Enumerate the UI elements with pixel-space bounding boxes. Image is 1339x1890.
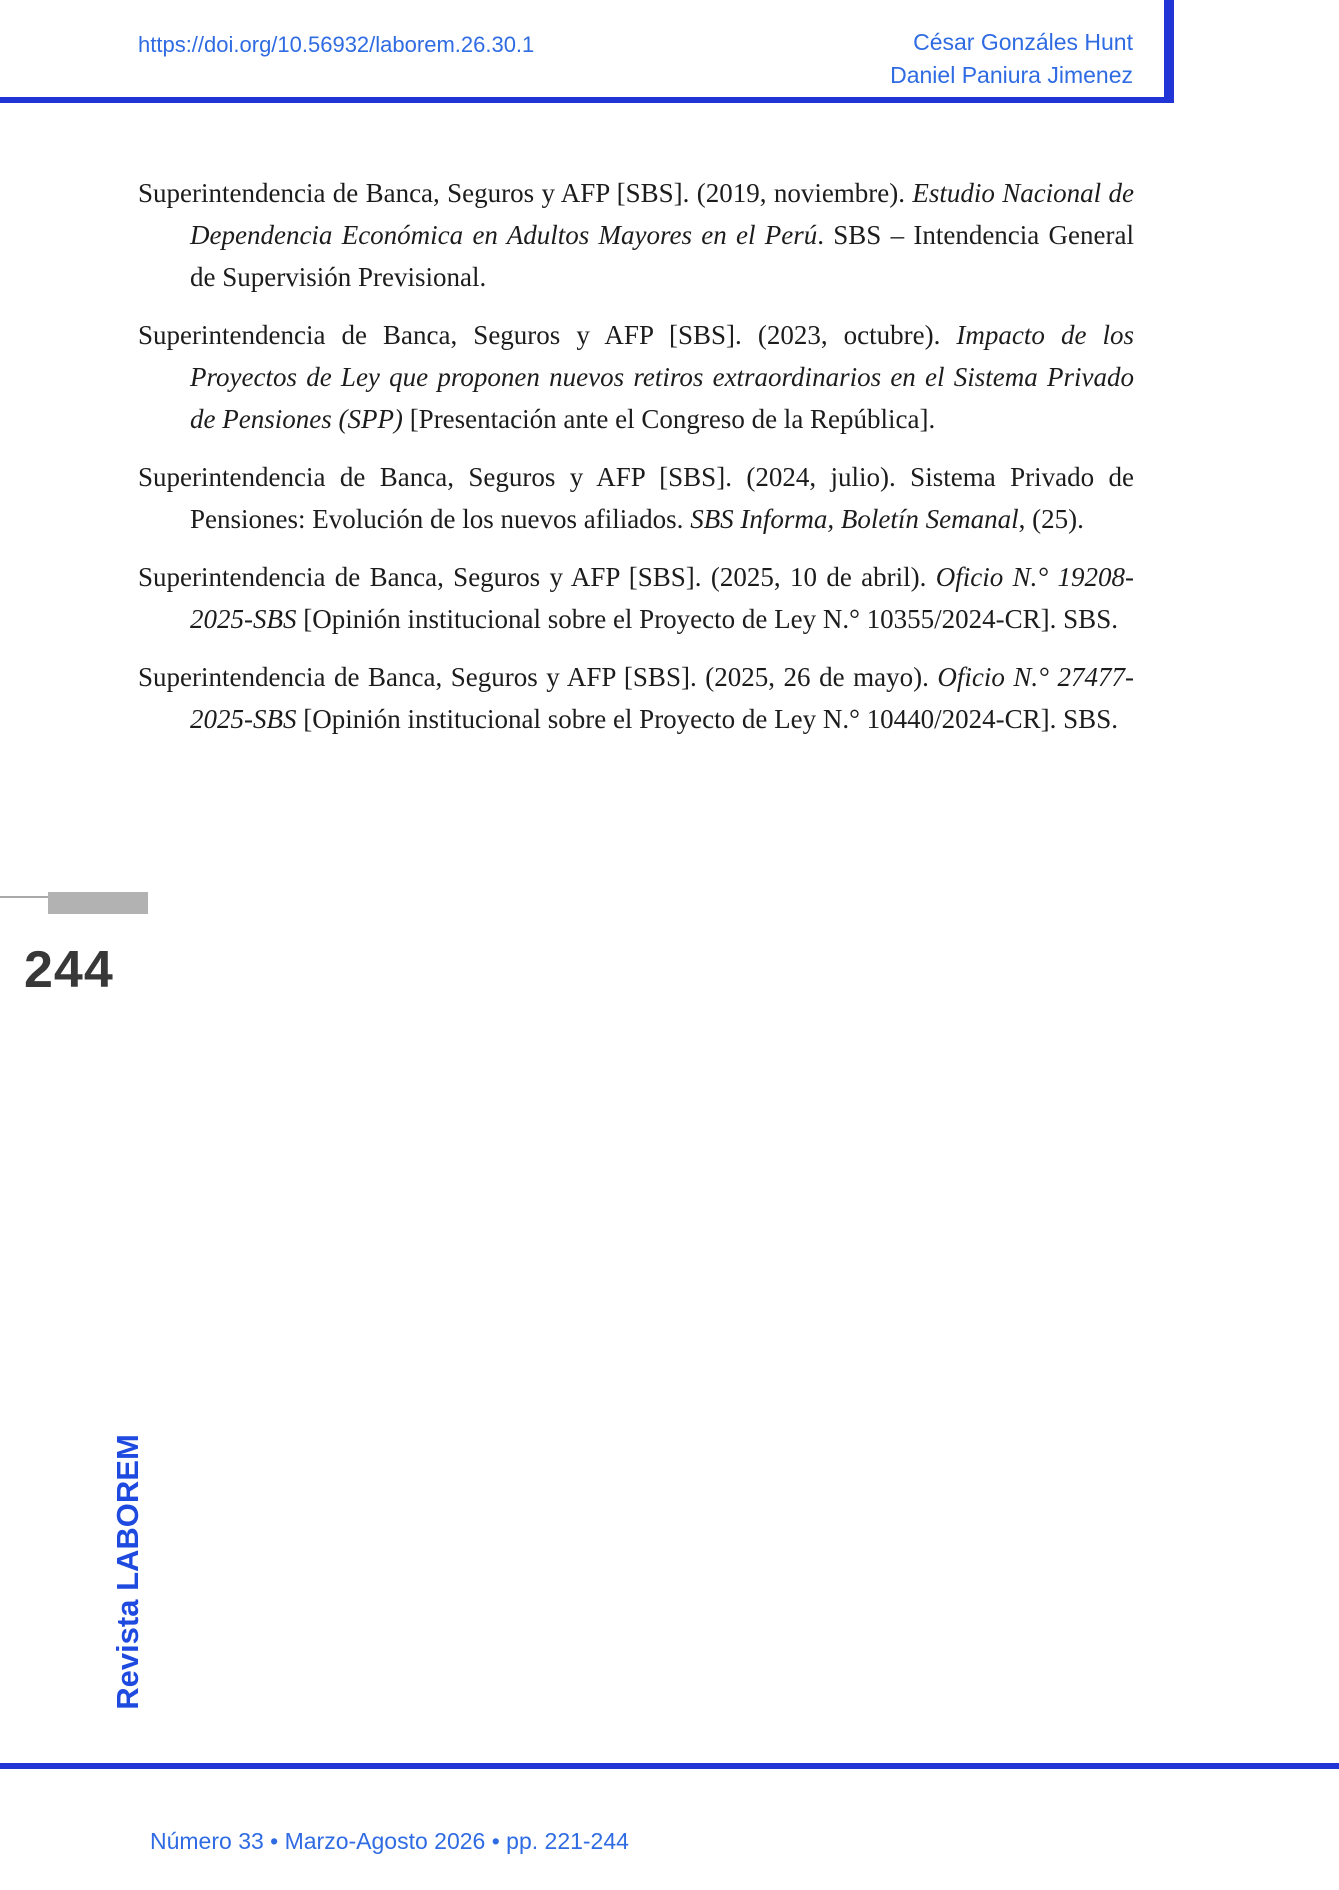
margin-tick-line: [0, 896, 48, 898]
margin-gray-bar: [48, 892, 148, 914]
reference-text: Superintendencia de Banca, Seguros y AFP [SBS]. (2023, octubre).: [138, 320, 957, 350]
reference-text: Superintendencia de Banca, Seguros y AFP [SBS]. (2025, 26 de mayo).: [138, 662, 938, 692]
author-name-1: César Gonzáles Hunt: [913, 29, 1133, 55]
reference-entry: [138, 172, 1134, 298]
reference-text: Superintendencia de Banca, Seguros y AFP [SBS]. (2019, noviembre).: [138, 178, 913, 208]
author-name-2: Daniel Paniura Jimenez: [890, 62, 1133, 88]
author-names: [890, 26, 1133, 92]
reference-text: [Opinión institucional sobre el Proyecto de Ley N.° 10440/2024-CR]. SBS.: [296, 704, 1118, 734]
header-rule: [0, 97, 1174, 103]
reference-text: [Opinión institucional sobre el Proyecto de Ley N.° 10355/2024-CR]. SBS.: [296, 604, 1118, 634]
reference-entry: [138, 314, 1134, 440]
reference-title-italic: Estudio Nacional de Dependencia Económica en Adultos Mayores en el Perú: [190, 178, 1135, 250]
journal-name-vertical: Revista LABOREM: [110, 1434, 145, 1710]
reference-title-italic: Oficio N.° 27477-2025-SBS: [190, 662, 1134, 734]
page-number: 244: [24, 941, 114, 999]
reference-title-italic: Oficio N.° 19208-2025-SBS: [190, 562, 1134, 634]
reference-entry: [138, 456, 1134, 540]
reference-title-italic: SBS Informa, Boletín Semanal: [690, 504, 1019, 534]
doi-link[interactable]: https://doi.org/10.56932/laborem.26.30.1: [138, 32, 535, 57]
reference-entry: [138, 556, 1134, 640]
footer-issue-info: Número 33 • Marzo-Agosto 2026 • pp. 221-244: [150, 1828, 629, 1854]
footer-rule: [0, 1763, 1339, 1769]
header-corner-bar: [1164, 0, 1174, 103]
reference-entry: [138, 656, 1134, 740]
reference-text: Superintendencia de Banca, Seguros y AFP [SBS]. (2025, 10 de abril).: [138, 562, 936, 592]
reference-text: . SBS – Intendencia General de Supervisión Previsional.: [190, 220, 1134, 292]
reference-text: , (25).: [1018, 504, 1084, 534]
reference-text: [Presentación ante el Congreso de la República].: [402, 404, 936, 434]
reference-text: Superintendencia de Banca, Seguros y AFP [SBS]. (2024, julio). Sistema Privado de Pensiones: Evolución de los nuevos afiliados.: [138, 462, 1134, 534]
references-list: [138, 172, 1134, 756]
reference-title-italic: Impacto de los Proyectos de Ley que proponen nuevos retiros extraordinarios en el Sistema Privado de Pensiones (SPP): [190, 320, 1134, 434]
